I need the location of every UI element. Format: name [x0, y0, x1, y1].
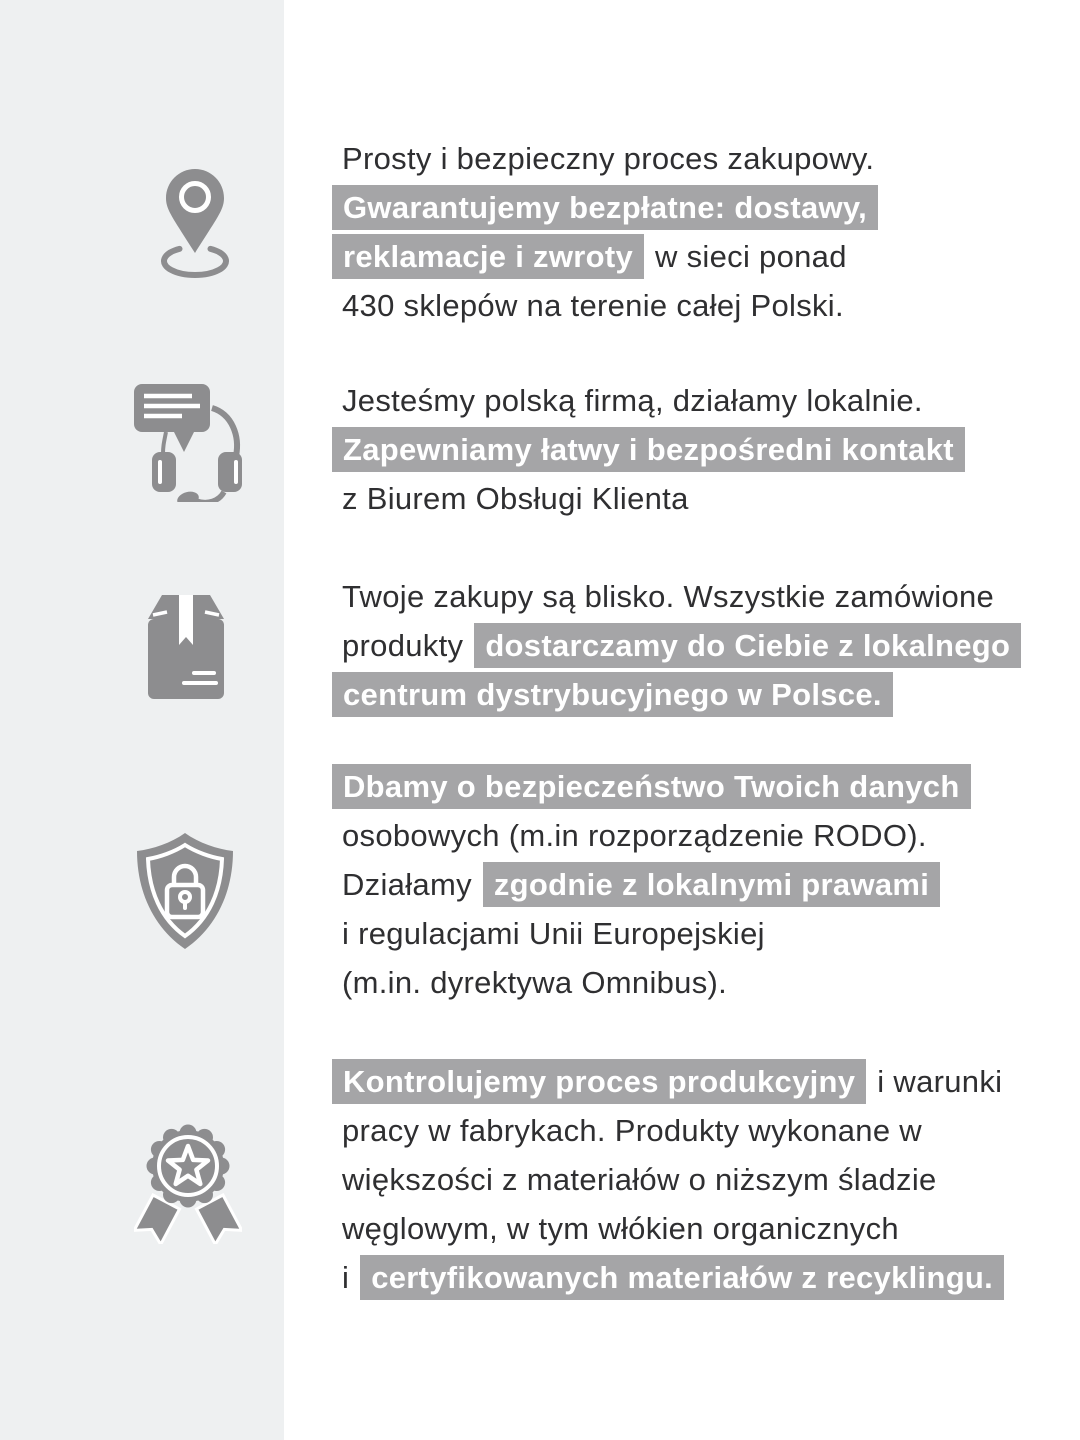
text-segment: Twoje zakupy są blisko. Wszystkie zamówione — [342, 579, 995, 614]
text-line — [332, 762, 971, 811]
text-segment: 430 sklepów na terenie całej Polski. — [342, 288, 844, 323]
highlighted-text-segment: Kontrolujemy proces produkcyjny — [332, 1059, 866, 1104]
highlighted-text-segment: zgodnie z lokalnymi prawami — [483, 862, 940, 907]
benefit-block-data-security — [332, 762, 971, 1007]
text-line — [332, 909, 971, 958]
award-badge-icon — [134, 1118, 242, 1244]
text-segment: produkty — [342, 628, 464, 663]
highlighted-text-segment: centrum dystrybucyjnego w Polsce. — [332, 672, 893, 717]
text-line — [332, 376, 965, 425]
text-line — [332, 232, 878, 281]
text-segment: Jesteśmy polską firmą, działamy lokalnie. — [342, 383, 923, 418]
highlighted-text-segment: Dbamy o bezpieczeństwo Twoich danych — [332, 764, 971, 809]
text-segment: osobowych (m.in rozporządzenie RODO). — [342, 818, 927, 853]
benefit-block-local-contact — [332, 376, 965, 523]
location-pin-icon — [150, 167, 240, 279]
text-segment: w sieci ponad — [655, 239, 847, 274]
text-line — [332, 183, 878, 232]
text-line — [332, 1204, 1004, 1253]
text-line — [332, 425, 965, 474]
text-line — [332, 958, 971, 1007]
highlighted-text-segment: certyfikowanych materiałów z recyklingu. — [360, 1255, 1004, 1300]
text-segment: z Biurem Obsługi Klienta — [342, 481, 689, 516]
package-box-icon — [146, 593, 226, 701]
text-line — [332, 281, 878, 330]
text-line — [332, 1253, 1004, 1302]
benefit-block-free-delivery — [332, 134, 878, 330]
highlighted-text-segment: dostarczamy do Ciebie z lokalnego — [474, 623, 1021, 668]
text-line — [332, 134, 878, 183]
text-line — [332, 1057, 1004, 1106]
benefit-block-production-control — [332, 1057, 1004, 1302]
text-segment: (m.in. dyrektywa Omnibus). — [342, 965, 728, 1000]
text-line — [332, 572, 1021, 621]
text-segment: i — [342, 1260, 350, 1295]
text-segment: większości z materiałów o niższym śladzie — [342, 1162, 937, 1197]
text-segment: Prosty i bezpieczny proces zakupowy. — [342, 141, 875, 176]
benefit-block-local-distribution — [332, 572, 1021, 719]
text-line — [332, 1106, 1004, 1155]
text-segment: Działamy — [342, 867, 472, 902]
text-line — [332, 621, 1021, 670]
shield-lock-icon — [129, 829, 241, 953]
headset-chat-icon — [132, 384, 244, 502]
text-segment: pracy w fabrykach. Produkty wykonane w — [342, 1113, 922, 1148]
text-segment: węglowym, w tym włókien organicznych — [342, 1211, 899, 1246]
text-line — [332, 811, 971, 860]
text-line — [332, 670, 1021, 719]
highlighted-text-segment: Gwarantujemy bezpłatne: dostawy, — [332, 185, 878, 230]
text-segment: i warunki — [877, 1064, 1003, 1099]
highlighted-text-segment: Zapewniamy łatwy i bezpośredni kontakt — [332, 427, 965, 472]
text-line — [332, 860, 971, 909]
text-segment: i regulacjami Unii Europejskiej — [342, 916, 765, 951]
text-line — [332, 1155, 1004, 1204]
highlighted-text-segment: reklamacje i zwroty — [332, 234, 644, 279]
text-line — [332, 474, 965, 523]
